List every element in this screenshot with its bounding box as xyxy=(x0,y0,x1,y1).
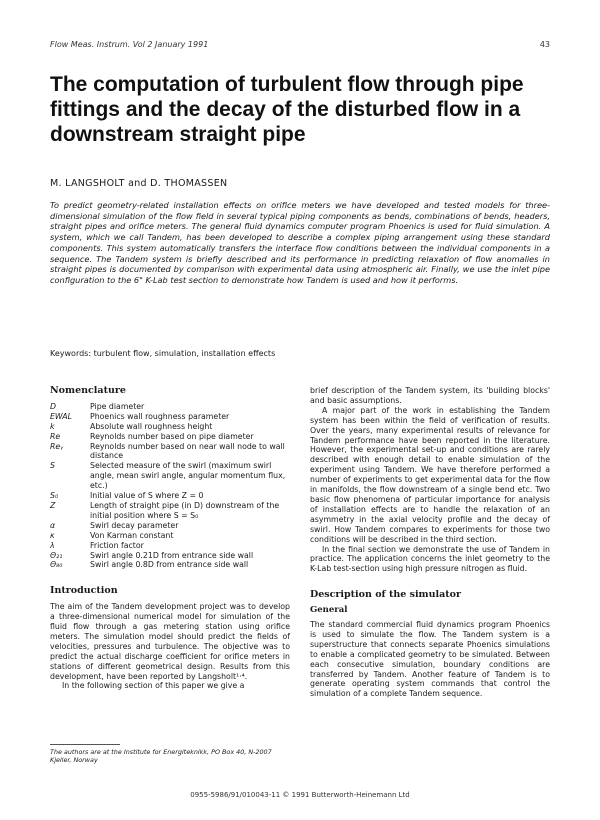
nomenclature-definition: Reynolds number based on pipe diameter xyxy=(90,431,254,441)
nomenclature-row xyxy=(50,412,290,422)
nomenclature-row xyxy=(50,402,290,412)
nomenclature-row xyxy=(50,560,290,570)
journal-citation: Flow Meas. Instrum. Vol 2 January 1991 xyxy=(50,40,209,49)
right-column xyxy=(310,386,550,699)
nomenclature-symbol: α xyxy=(50,520,56,530)
nomenclature-symbol: S xyxy=(50,461,55,471)
nomenclature-row xyxy=(50,551,290,561)
nomenclature-heading: Nomenclature xyxy=(50,385,126,396)
nomenclature-symbol: λ xyxy=(50,540,55,550)
nomenclature-definition: Selected measure of the swirl (maximum swirl angle, mean swirl angle, angular momentum flux, etc.) xyxy=(90,461,286,491)
nomenclature-row xyxy=(50,432,290,442)
nomenclature-symbol: Θ₈₀ xyxy=(50,560,63,570)
introduction-heading: Introduction xyxy=(50,585,118,597)
nomenclature-definition: Swirl angle 0.21D from entrance side wall xyxy=(90,550,254,560)
nomenclature-definition: Absolute wall roughness height xyxy=(90,421,213,431)
nomenclature-symbol: Re xyxy=(50,431,61,441)
subsection-heading: General xyxy=(310,605,348,616)
nomenclature-symbol: κ xyxy=(50,530,55,540)
copyright-footer: 0955-5986/91/010043-11 © 1991 Butterworth-Heinemann Ltd xyxy=(190,791,410,799)
nomenclature-row xyxy=(50,442,290,462)
authors: M. LANGSHOLT and D. THOMASSEN xyxy=(50,178,228,189)
nomenclature-symbol: Z xyxy=(50,500,56,510)
nomenclature-row xyxy=(50,501,290,521)
nomenclature-symbol: D xyxy=(50,401,57,411)
nomenclature-definition: Length of straight pipe (in D) downstream of the initial position where S = S₀ xyxy=(90,500,280,520)
nomenclature-row xyxy=(50,521,290,531)
paper-title: The computation of turbulent flow through pipe fittings and the decay of the disturbed flow in a downstream straight pipe xyxy=(50,73,524,146)
nomenclature-symbol: k xyxy=(50,421,55,431)
nomenclature-symbol: Θ₂₁ xyxy=(50,550,63,560)
nomenclature-row xyxy=(50,491,290,501)
left-column xyxy=(50,386,290,691)
nomenclature-definition: Friction factor xyxy=(90,540,144,550)
nomenclature-row xyxy=(50,422,290,432)
author-affiliation-footnote: The authors are at the Institute for Energiteknikk, PO Box 40, N-2007 Kjeller, Norway xyxy=(50,748,272,764)
abstract: To predict geometry-related installation effects on orifice meters we have developed and tested models for three-dimensional simulation of the flow field in several typical piping components as bends, combinations of bends, headers, straight pipes and orifice meters. The general fluid dynamics computer program Phoenics is used for fluid simulation. A system, which we call Tandem, has been developed to describe a complex piping arrangement using these standard components. This system automatically transfers the interface flow conditions between the individual components in a sequence. The Tandem system is briefly described and its performance in predicting relaxation of flow anomalies in straight pipes is documented by comparison with experimental data using atmospheric air. Finally, we use the inlet pipe configuration to the 6" K-Lab test section to demonstrate how Tandem is used and how it performs. xyxy=(50,200,550,285)
nomenclature-symbol: Reᵧ xyxy=(50,441,64,451)
nomenclature-row xyxy=(50,531,290,541)
nomenclature-symbol: EWAL xyxy=(50,411,72,421)
body-paragraph: The standard commercial fluid dynamics program Phoenics is used to simulate the flow. The Tandem system is a superstructure that connects separate Phoenics simulations to enable a complicated geometry to be simulated. Between each consecutive simulation, boundary conditions are transferred by Tandem. Another feature of Tandem is to generate operating system commands that control the simulation of a complete Tandem sequence. xyxy=(310,620,550,699)
introduction-paragraph: The aim of the Tandem development project was to develop a three-dimensional numerical model for simulation of the fluid flow through a gas metering station using orifice meters. The simulation model should predict the fields of velocities, pressures and turbulence. The objective was to predict the actual discharge coefficient for orifice meters in stations of different geometrical design. Results from this development, have been reported by Langsholt¹·⁴. xyxy=(50,602,290,681)
section-heading: Description of the simulator xyxy=(310,589,462,601)
keywords: Keywords: turbulent flow, simulation, installation effects xyxy=(50,349,276,358)
page-number: 43 xyxy=(539,40,550,49)
nomenclature-definition: Reynolds number based on near wall node to wall distance xyxy=(90,441,285,461)
nomenclature-definition: Pipe diameter xyxy=(90,401,145,411)
running-header xyxy=(50,40,550,49)
nomenclature-row xyxy=(50,461,290,491)
introduction-paragraph: In the following section of this paper we give a xyxy=(62,681,245,691)
nomenclature-list xyxy=(50,402,290,570)
body-paragraph: brief description of the Tandem system, its 'building blocks' and basic assumptions. xyxy=(310,386,550,405)
nomenclature-row xyxy=(50,541,290,551)
nomenclature-definition: Von Karman constant xyxy=(90,530,174,540)
nomenclature-symbol: S₀ xyxy=(50,491,59,501)
nomenclature-definition: Initial value of S where Z = 0 xyxy=(90,491,204,501)
nomenclature-definition: Phoenics wall roughness parameter xyxy=(90,411,230,421)
body-paragraph: A major part of the work in establishing the Tandem system has been within the field of verification of results. Over the years, many experimental results of relevance for Tandem performance have been reported in the literature. However, the experimental set-up and conditions are rarely described with enough detail to enable simulation of the experiment using Tandem. We have therefore performed a number of experiments to get experimental data for the flow in manifolds, the flow downstream of a single bend etc. Two basic flow phenomena of particular importance for analysis of installation effects are to handle the relaxation of an asymmetry in the axial velocity profile and the decay of swirl. How Tandem compares to experiments for those two conditions will be described in the third section. xyxy=(310,405,550,544)
body-paragraph: In the final section we demonstrate the use of Tandem in practice. The application concerns the inlet geometry to the K-Lab test-section using high pressure nitrogen as fluid. xyxy=(310,544,550,574)
footnote-divider xyxy=(50,744,120,745)
nomenclature-definition: Swirl angle 0.8D from entrance side wall xyxy=(90,560,249,570)
nomenclature-definition: Swirl decay parameter xyxy=(90,520,179,530)
